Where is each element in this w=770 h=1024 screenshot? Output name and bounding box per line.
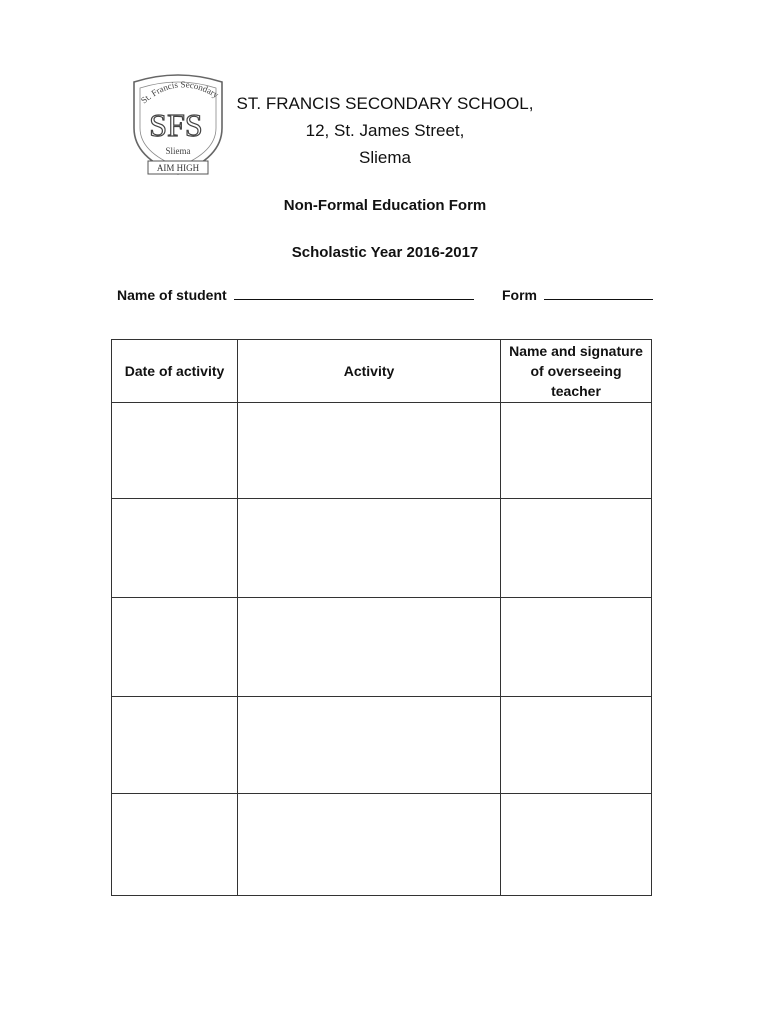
school-address: 12, St. James Street, — [305, 121, 465, 140]
table-row — [112, 499, 652, 598]
teacher-cell[interactable] — [501, 697, 652, 794]
crest-monogram: SFS — [149, 107, 203, 143]
form-class-label: Form — [502, 287, 537, 303]
table-row — [112, 598, 652, 697]
scholastic-year: Scholastic Year 2016-2017 — [291, 244, 479, 261]
teacher-cell[interactable] — [501, 794, 652, 896]
activity-cell[interactable] — [238, 598, 501, 697]
school-header — [0, 90, 770, 171]
school-name: ST. FRANCIS SECONDARY SCHOOL, — [236, 94, 534, 113]
table-row — [112, 697, 652, 794]
school-town: Sliema — [359, 148, 411, 167]
table-header-row — [112, 340, 652, 403]
activity-cell[interactable] — [238, 794, 501, 896]
date-cell[interactable] — [112, 499, 238, 598]
table-row — [112, 403, 652, 499]
activity-cell[interactable] — [238, 403, 501, 499]
header-date-of-activity: Date of activity — [112, 340, 238, 403]
crest-motto: AIM HIGH — [156, 163, 200, 173]
header-teacher-signature — [501, 340, 652, 403]
date-cell[interactable] — [112, 697, 238, 794]
student-name-row — [117, 285, 474, 303]
form-class-field[interactable] — [544, 285, 653, 300]
table-row — [112, 794, 652, 896]
teacher-cell[interactable] — [501, 499, 652, 598]
activity-cell[interactable] — [238, 499, 501, 598]
activities-table — [111, 339, 652, 896]
header-teacher-signature-text: Name and signature of overseeing teacher — [509, 343, 643, 399]
date-cell[interactable] — [112, 794, 238, 896]
crest-arc-text: St. Francis Secondary — [138, 79, 221, 106]
student-name-label: Name of student — [117, 287, 227, 303]
date-cell[interactable] — [112, 403, 238, 499]
form-class-row — [502, 285, 653, 303]
crest-town-text: Sliema — [165, 146, 191, 156]
teacher-cell[interactable] — [501, 598, 652, 697]
activity-cell[interactable] — [238, 697, 501, 794]
student-name-field[interactable] — [234, 285, 474, 300]
form-title: Non-Formal Education Form — [283, 197, 487, 214]
teacher-cell[interactable] — [501, 403, 652, 499]
date-cell[interactable] — [112, 598, 238, 697]
header-activity: Activity — [238, 340, 501, 403]
